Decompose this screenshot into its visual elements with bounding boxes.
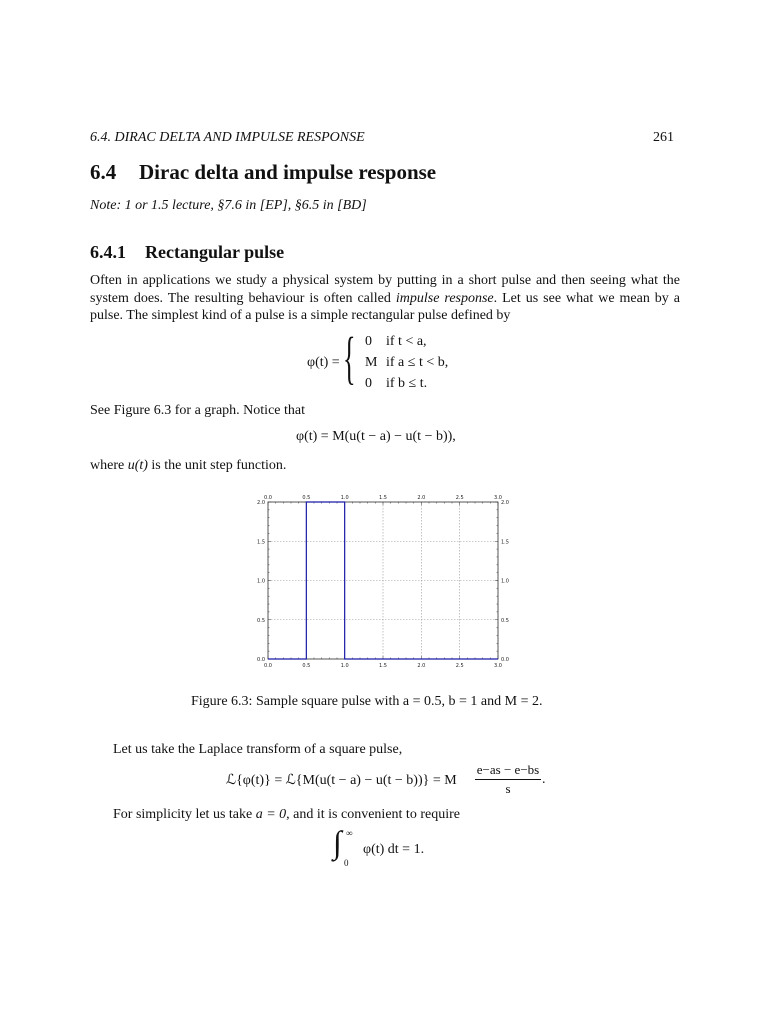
piecewise-row: M if a ≤ t < b,: [365, 355, 449, 370]
piecewise-row: 0 if b ≤ t.: [365, 376, 428, 391]
figure-reference-paragraph: See Figure 6.3 for a graph. Notice that: [90, 403, 305, 418]
y-tick-label-left: 1.5: [257, 539, 265, 546]
laplace-fraction: [475, 762, 541, 797]
step-function-equation: φ(t) = M(u(t − a) − u(t − b)),: [296, 429, 456, 444]
figure-caption: Figure 6.3: Sample square pulse with a = 0.5, b = 1 and M = 2.: [191, 694, 543, 709]
y-tick-label-right: 0.5: [501, 617, 509, 624]
laplace-intro-paragraph: Let us take the Laplace transform of a square pulse,: [113, 742, 403, 757]
unit-step-paragraph: where u(t) is the unit step function.: [90, 458, 287, 473]
y-tick-label-left: 0.0: [257, 657, 265, 663]
impulse-response-term: impulse response: [395, 290, 494, 306]
simplicity-paragraph: For simplicity let us take a = 0, and it is convenient to require: [113, 807, 460, 822]
piecewise-lhs: φ(t) =: [307, 355, 340, 370]
y-tick-label-left: 1.0: [257, 578, 265, 585]
integral-sign: ∫: [333, 824, 342, 860]
section-title: [90, 160, 436, 185]
x-tick-label-top: 1.5: [379, 495, 387, 501]
x-tick-label-top: 1.0: [340, 495, 349, 501]
pulse-chart: [255, 492, 515, 674]
laplace-denominator: s: [505, 781, 511, 796]
piecewise-row: 0 if t < a,: [365, 334, 427, 349]
running-head: 6.4. DIRAC DELTA AND IMPULSE RESPONSE: [90, 130, 365, 145]
laplace-equation: ℒ{φ(t)} = ℒ{M(u(t − a) − u(t − b))} = M $\frac{e-as - e-bs}{s}$ .: [226, 762, 546, 796]
x-tick-label-bottom: 1.0: [340, 663, 349, 669]
section-number: 6.4: [90, 160, 117, 184]
laplace-numerator: e−as − e−bs: [475, 762, 541, 780]
x-tick-label-bottom: 1.5: [379, 663, 387, 669]
subsection-heading: Rectangular pulse: [145, 242, 285, 262]
page-number: 261: [653, 130, 674, 145]
integral-equation: [333, 824, 453, 872]
x-tick-label-top: 3.0: [494, 495, 502, 501]
y-tick-label-left: 0.5: [257, 617, 265, 624]
x-tick-label-top: 2.0: [417, 495, 426, 501]
piecewise-equation: [307, 325, 507, 396]
x-tick-label-bottom: 3.0: [494, 663, 502, 669]
intro-paragraph: Often in applications we study a physical system by putting in a short pulse and then seeing what the system does. The resulting behaviour is often called impulse response. Let us see what we mean by a pulse. The simplest kind of a pulse is a simple rectangular pulse defined by: [90, 273, 680, 323]
x-tick-label-top: 2.5: [455, 495, 464, 501]
y-tick-label-right: 0.0: [501, 657, 509, 663]
subsection-title: [90, 242, 284, 263]
y-tick-label-right: 1.0: [501, 578, 509, 585]
section-note: Note: 1 or 1.5 lecture, §7.6 in [EP], §6.5 in [BD]: [90, 198, 367, 213]
subsection-number: 6.4.1: [90, 242, 126, 262]
y-tick-label-right: 1.5: [501, 539, 509, 546]
x-tick-label-bottom: 0.5: [302, 663, 311, 669]
x-tick-label-top: 0.0: [264, 495, 272, 501]
integral-upper-limit: ∞: [346, 828, 353, 838]
laplace-lhs: ℒ{φ(t)} = ℒ{M(u(t − a) − u(t − b))} = M: [226, 773, 457, 788]
integral-body: φ(t) dt = 1.: [363, 842, 425, 857]
left-brace: {: [343, 325, 356, 390]
x-tick-label-bottom: 2.0: [417, 663, 426, 669]
x-tick-label-bottom: 0.0: [264, 663, 272, 669]
x-tick-label-bottom: 2.5: [455, 663, 464, 669]
integral-lower-limit: 0: [344, 858, 349, 868]
y-tick-label-left: 2.0: [257, 500, 265, 506]
x-tick-label-top: 0.5: [302, 495, 311, 501]
section-heading: Dirac delta and impulse response: [139, 160, 437, 184]
y-tick-label-right: 2.0: [501, 500, 509, 506]
